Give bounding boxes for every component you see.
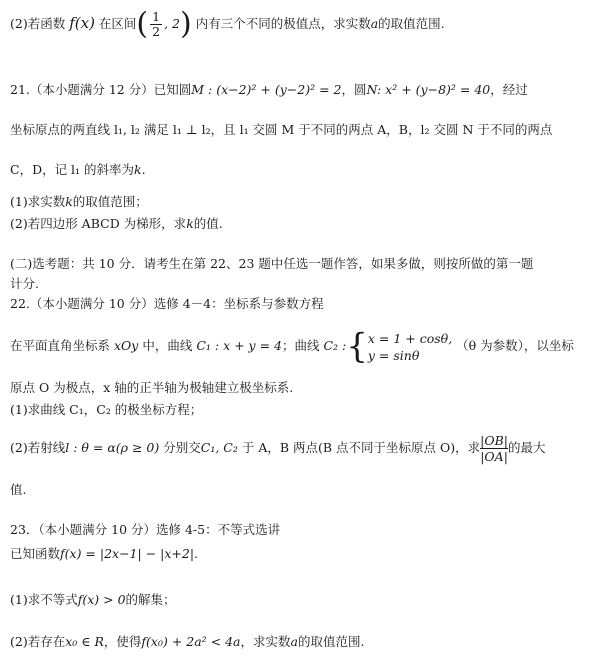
circle-n: N: x² + (y−8)² = 40: [366, 82, 491, 97]
q23-part1-end: 的解集；: [125, 592, 176, 607]
circle-m: M : (x−2)² + (y−2)² = 2: [191, 82, 342, 97]
q22-line2: 原点 O 为极点，x 轴的正半轴为极轴建立极坐标系.: [10, 380, 294, 395]
q23-header: 23．（本小题满分 10 分）选修 4-5：不等式选讲: [10, 522, 281, 537]
curves-c1c2: C₁, C₂: [200, 440, 238, 455]
q21-header-text: 21.（本小题满分 12 分）已知圆: [10, 82, 192, 97]
var-k: k: [65, 194, 73, 209]
q22-part2-mid2: 于 A，B 两点(B 点不同于坐标原点 O)，求: [241, 440, 481, 455]
q22-xoy: xOy: [114, 338, 139, 353]
q21-part2-start: (2)若四边形 ABCD 为梯形，求: [10, 216, 187, 231]
q22-part2: [10, 428, 592, 468]
q22-header: 22.（本小题满分 10 分）选修 4－4：坐标系与参数方程: [10, 296, 324, 311]
left-paren: (: [136, 6, 149, 42]
q21-part2-end: 的值.: [193, 216, 223, 231]
q20-function: f(x): [69, 14, 95, 32]
frac-den: 2: [152, 24, 161, 39]
q23-part2-end: 的取值范围.: [297, 634, 365, 649]
param-eq1: x = 1 + cosθ,: [367, 330, 453, 346]
q23-given: [10, 544, 592, 564]
param-note: （θ 为参数），以坐标: [456, 338, 574, 353]
q21-line3-end: .: [141, 162, 146, 177]
q22-part2-line2: 值.: [10, 482, 27, 497]
q21-line3: [10, 160, 592, 180]
q22-part2-start: (2)若射线: [10, 440, 66, 455]
param-system: [368, 330, 452, 364]
q23-ineq1: f(x) > 0: [77, 592, 126, 607]
q20-part2-text: (2)若函数: [10, 16, 66, 31]
q23-given-start: 已知函数: [10, 546, 61, 561]
ratio-num: |OB|: [480, 433, 508, 448]
q22-text2: 中，曲线: [142, 338, 193, 353]
q23-part2-mid: ，使得: [103, 634, 142, 649]
ray-l: l : θ = α(ρ ≥ 0): [65, 440, 160, 455]
var-k: k: [134, 162, 142, 177]
q20-part2: [10, 6, 592, 42]
q23-part2-mid2: ，求实数: [240, 634, 291, 649]
right-paren: ): [180, 6, 192, 42]
q22-text1: 在平面直角坐标系: [10, 338, 111, 353]
q20-part2-end: 的取值范围.: [378, 16, 445, 31]
var-k: k: [186, 216, 194, 231]
q21-line2: 坐标原点的两直线 l₁, l₂ 满足 l₁ ⊥ l₂，且 l₁ 交圆 M 于不同的两点 A，B，l₂ 交圆 N 于不同的两点: [10, 122, 553, 137]
var-a: a: [370, 16, 379, 31]
q22-text3: ；曲线: [281, 338, 320, 353]
q23-function: f(x) = |2x−1| − |x+2|: [60, 546, 195, 561]
q21-part1-start: (1)求实数: [10, 194, 66, 209]
q22-part1: (1)求曲线 C₁，C₂ 的极坐标方程；: [10, 402, 203, 417]
var-a: a: [290, 634, 298, 649]
q22-part2-mid: 分别交: [163, 440, 201, 455]
curve-c1: C₁ : x + y = 4: [196, 338, 282, 353]
q20-part2-after: 内有三个不同的极值点，求实数: [195, 16, 371, 31]
system-brace: {: [346, 326, 368, 367]
q21-part2: [10, 214, 592, 234]
frac-num: 1: [152, 9, 161, 24]
q20-fraction: [150, 10, 162, 39]
curve-c2: C₂ :: [323, 338, 347, 353]
q21-header-end: ，经过: [490, 82, 528, 97]
q23-ineq2: f(x₀) + 2a² < 4a: [141, 634, 241, 649]
circle-n-label: ，圆: [341, 82, 367, 97]
elective-line1: (二)选考题：共 10 分．请考生在第 22、23 题中任选一题作答，如果多做，则按所做的第一题: [10, 256, 534, 271]
q23-part2: [10, 632, 592, 652]
q21-header: [10, 80, 592, 100]
q23-part1: [10, 590, 592, 610]
elective-line2: 计分.: [10, 276, 39, 291]
q23-x0: x₀ ∈ R: [65, 634, 104, 649]
q22-part2-end: 的最大: [508, 440, 546, 455]
q21-line3-start: C，D，记 l₁ 的斜率为: [10, 162, 135, 177]
ratio-ob-oa: [480, 433, 508, 464]
q20-interval-end: , 2: [164, 16, 180, 31]
q22-line1: [10, 322, 592, 371]
q23-part1-start: (1)求不等式: [10, 592, 78, 607]
q21-part1-end: 的取值范围；: [72, 194, 148, 209]
q23-part2-start: (2)若存在: [10, 634, 66, 649]
q23-given-end: .: [194, 546, 199, 561]
q20-interval-text: 在区间: [98, 16, 137, 31]
q21-part1: [10, 192, 592, 212]
ratio-den: |OA|: [480, 449, 508, 464]
param-eq2: y = sinθ: [367, 347, 420, 363]
